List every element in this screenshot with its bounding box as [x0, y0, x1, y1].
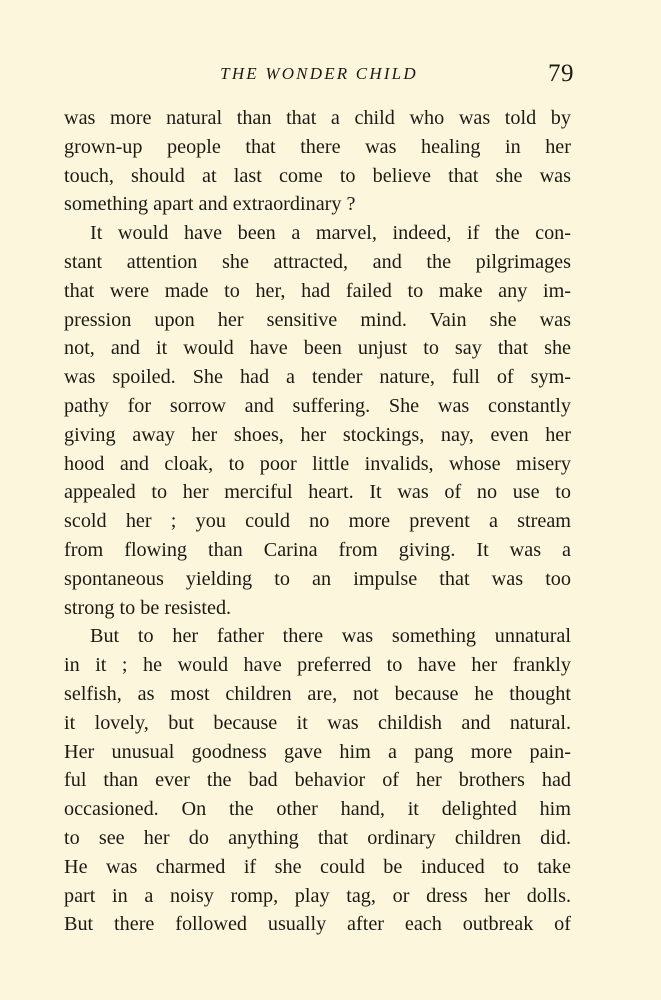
text-line: touch, should at last come to believe that she was: [64, 164, 571, 187]
text-line: selfish, as most children are, not because he thought: [64, 682, 571, 705]
text-line: It would have been a marvel, indeed, if the con-: [90, 222, 571, 245]
text-line: from flowing than Carina from giving. It was a: [64, 538, 571, 561]
text-line: hood and cloak, to poor little invalids, whose misery: [64, 452, 571, 475]
text-line: scold her ; you could no more prevent a stream: [64, 510, 571, 533]
text-line: spontaneous yielding to an impulse that was too: [64, 567, 571, 590]
text-line: occasioned. On the other hand, it delighted him: [64, 798, 571, 821]
text-line: giving away her shoes, her stockings, nay, even her: [64, 423, 571, 446]
text-line: pression upon her sensitive mind. Vain she was: [64, 308, 571, 331]
text-line: part in a noisy romp, play tag, or dress her dolls.: [64, 884, 571, 907]
text-line: stant attention she attracted, and the pilgrimages: [64, 250, 571, 273]
running-title: THE WONDER CHILD: [220, 64, 418, 83]
text-line: But there followed usually after each outbreak of: [64, 913, 571, 936]
text-line: something apart and extraordinary ?: [64, 193, 356, 216]
text-line: was spoiled. She had a tender nature, full of sym-: [64, 366, 571, 389]
text-line: appealed to her merciful heart. It was of no use to: [64, 481, 571, 504]
body-text: [64, 104, 571, 939]
text-line: was more natural than that a child who was told by: [64, 107, 571, 129]
text-line: in it ; he would have preferred to have her frankly: [64, 654, 571, 677]
text-line: to see her do anything that ordinary children did.: [64, 826, 571, 849]
text-line: that were made to her, had failed to make any im-: [64, 279, 571, 302]
text-line: ful than ever the bad behavior of her brothers had: [64, 769, 571, 792]
page-number: 79: [548, 60, 574, 87]
text-line: not, and it would have been unjust to say that she: [64, 337, 571, 360]
text-line: But to her father there was something unnatural: [90, 625, 571, 648]
text-line: pathy for sorrow and suffering. She was constantly: [64, 394, 571, 417]
text-line: Her unusual goodness gave him a pang more pain-: [64, 740, 571, 763]
text-line: grown-up people that there was healing in her: [64, 135, 571, 158]
text-line: He was charmed if she could be induced to take: [64, 855, 571, 878]
text-line: strong to be resisted.: [64, 596, 232, 619]
running-head: [64, 62, 574, 90]
text-line: it lovely, but because it was childish and natural.: [64, 711, 571, 734]
